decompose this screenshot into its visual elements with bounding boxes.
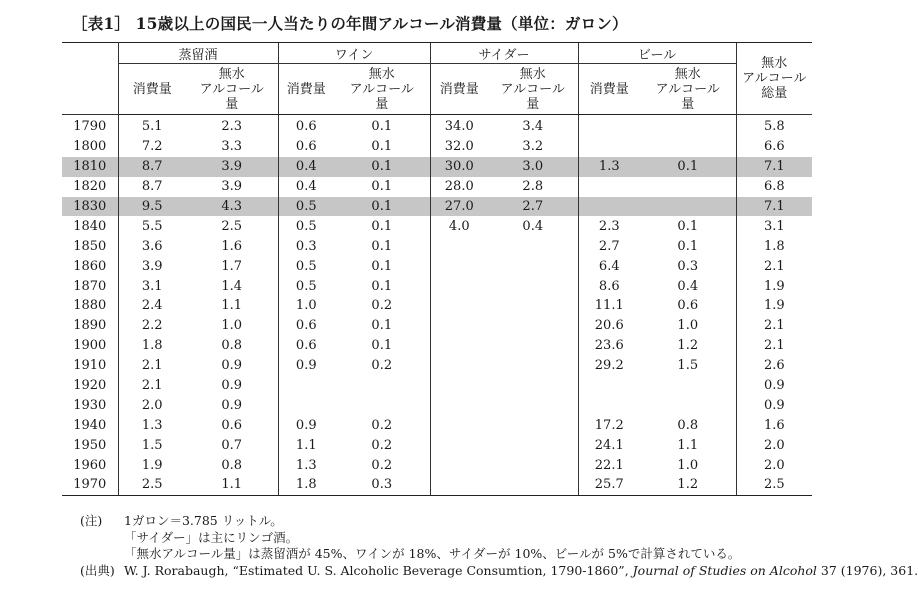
- table-row: [62, 276, 812, 296]
- table-row: [62, 177, 812, 197]
- year-cell: 1870: [62, 276, 118, 296]
- value-cell: 3.9: [186, 157, 278, 177]
- table-row: [62, 316, 812, 336]
- subheader-anhydrous-line: 無水: [218, 66, 245, 82]
- value-cell: 0.4: [522, 218, 544, 234]
- value-cell: 3.0: [488, 157, 578, 177]
- subheader-anhydrous-line: アルコール: [655, 81, 720, 97]
- subheader-anhydrous-line: 量: [225, 96, 239, 112]
- table-row: [62, 197, 812, 217]
- group-header-beer: ビール: [578, 43, 736, 64]
- value-cell: [334, 395, 430, 415]
- value-cell: 1.1: [677, 437, 699, 453]
- subheader-anhydrous-line: 量: [526, 96, 540, 112]
- table-row: [62, 376, 812, 396]
- value-cell: [640, 115, 736, 137]
- table-row: [62, 216, 812, 236]
- value-cell: 8.7: [118, 157, 186, 177]
- year-cell: 1960: [62, 455, 118, 475]
- value-cell: [488, 395, 578, 415]
- value-cell: [334, 376, 430, 396]
- value-cell: 1.6: [221, 238, 243, 254]
- total-cell: 1.6: [736, 415, 812, 435]
- table-row: [62, 296, 812, 316]
- total-cell: 2.0: [736, 455, 812, 475]
- value-cell: 1.0: [221, 318, 243, 334]
- year-cell: 1900: [62, 336, 118, 356]
- subheader-anhydrous-line: アルコール: [500, 81, 565, 97]
- value-cell: [278, 395, 334, 415]
- value-cell: 0.5: [278, 276, 334, 296]
- value-cell: 0.1: [677, 218, 699, 234]
- value-cell: 25.7: [578, 475, 640, 495]
- year-cell: 1930: [62, 395, 118, 415]
- value-cell: [430, 236, 488, 256]
- subheader-anhydrous-line: 量: [375, 96, 389, 112]
- value-cell: [488, 475, 578, 495]
- value-cell: 0.6: [221, 417, 243, 433]
- value-cell: 0.1: [371, 139, 393, 155]
- total-cell: 2.1: [736, 336, 812, 356]
- value-cell: 24.1: [578, 435, 640, 455]
- subheader-anhydrous-line: 無水: [368, 66, 395, 82]
- value-cell: [430, 336, 488, 356]
- value-cell: 1.1: [221, 298, 243, 314]
- value-cell: 28.0: [430, 177, 488, 197]
- value-cell: 3.9: [221, 179, 243, 195]
- subheader-consumption-wine: 消費量: [278, 64, 334, 115]
- value-cell: 3.1: [118, 276, 186, 296]
- value-cell: 32.0: [430, 137, 488, 157]
- value-cell: 0.2: [371, 298, 393, 314]
- subheader-anhydrous-line: 無水: [519, 66, 546, 82]
- value-cell: [488, 256, 578, 276]
- footnotes: [80, 513, 918, 579]
- value-cell: 1.8: [118, 336, 186, 356]
- value-cell: 4.3: [186, 197, 278, 217]
- value-cell: [430, 296, 488, 316]
- subheader-consumption-cider: 消費量: [430, 64, 488, 115]
- total-cell: 0.9: [736, 395, 812, 415]
- value-cell: 0.9: [221, 397, 243, 413]
- value-cell: 0.1: [371, 218, 393, 234]
- subheader-anhydrous-beer: [640, 64, 736, 115]
- source-citation: [124, 563, 918, 580]
- table-row: [62, 356, 812, 376]
- value-cell: 0.2: [371, 417, 393, 433]
- value-cell: 0.9: [221, 358, 243, 374]
- value-cell: 5.5: [118, 216, 186, 236]
- table-row: [62, 137, 812, 157]
- value-cell: 0.2: [371, 358, 393, 374]
- value-cell: [430, 356, 488, 376]
- source-suffix: 37 (1976), 361.: [816, 562, 918, 578]
- year-cell: 1940: [62, 415, 118, 435]
- value-cell: 1.3: [118, 415, 186, 435]
- note-row: [80, 513, 918, 530]
- value-cell: 3.9: [118, 256, 186, 276]
- total-cell: 7.1: [736, 157, 812, 177]
- value-cell: 20.6: [578, 316, 640, 336]
- value-cell: [488, 336, 578, 356]
- value-cell: 0.4: [278, 157, 334, 177]
- value-cell: 0.2: [371, 457, 393, 473]
- value-cell: 0.1: [640, 157, 736, 177]
- year-cell: 1820: [62, 177, 118, 197]
- value-cell: 7.2: [118, 137, 186, 157]
- value-cell: 0.6: [278, 115, 334, 137]
- value-cell: [430, 395, 488, 415]
- year-cell: 1840: [62, 216, 118, 236]
- value-cell: 0.9: [221, 378, 243, 394]
- value-cell: 0.6: [278, 137, 334, 157]
- value-cell: 0.1: [371, 238, 393, 254]
- year-cell: 1880: [62, 296, 118, 316]
- year-cell: 1830: [62, 197, 118, 217]
- value-cell: [488, 435, 578, 455]
- total-header: [736, 43, 812, 115]
- value-cell: 4.0: [430, 216, 488, 236]
- value-cell: 0.1: [371, 179, 393, 195]
- value-cell: 1.0: [677, 457, 699, 473]
- value-cell: 11.1: [578, 296, 640, 316]
- value-cell: [640, 197, 736, 217]
- value-cell: 1.3: [578, 157, 640, 177]
- subheader-anhydrous-spirits: [186, 64, 278, 115]
- note-line: 「無水アルコール量」は蒸留酒が 45%、ワインが 18%、サイダーが 10%、ビールが 5%で計算されている。: [124, 546, 741, 561]
- total-cell: 1.8: [736, 236, 812, 256]
- value-cell: 1.5: [677, 358, 699, 374]
- subheader-anhydrous-line: アルコール: [199, 81, 264, 97]
- value-cell: 0.1: [371, 258, 393, 274]
- value-cell: [578, 376, 640, 396]
- year-header: [62, 43, 118, 115]
- value-cell: 9.5: [118, 197, 186, 217]
- value-cell: 1.0: [677, 318, 699, 334]
- value-cell: [430, 475, 488, 495]
- table-row: [62, 256, 812, 276]
- value-cell: 2.8: [522, 179, 544, 195]
- source-prefix: W. J. Rorabaugh, “Estimated U. S. Alcoholic Beverage Consumtion, 1790-1860”,: [124, 562, 633, 578]
- note-line: 「サイダー」は主にリンゴ酒。: [124, 529, 299, 545]
- value-cell: [578, 115, 640, 137]
- value-cell: 1.7: [221, 258, 243, 274]
- value-cell: 0.1: [334, 157, 430, 177]
- subheader-anhydrous-wine: [334, 64, 430, 115]
- value-cell: 2.3: [578, 216, 640, 236]
- value-cell: 8.6: [578, 276, 640, 296]
- year-cell: 1950: [62, 435, 118, 455]
- value-cell: 0.8: [221, 338, 243, 354]
- subheader-anhydrous-cider: [488, 64, 578, 115]
- value-cell: 2.0: [118, 395, 186, 415]
- value-cell: 0.9: [278, 356, 334, 376]
- subheader-anhydrous-line: 量: [681, 96, 695, 112]
- value-cell: 27.0: [430, 197, 488, 217]
- group-header-spirits: 蒸留酒: [118, 43, 278, 64]
- value-cell: 0.1: [334, 197, 430, 217]
- value-cell: 0.4: [677, 278, 699, 294]
- year-cell: 1970: [62, 475, 118, 495]
- total-cell: 1.9: [736, 276, 812, 296]
- year-cell: 1860: [62, 256, 118, 276]
- source-journal: Journal of Studies on Alcohol: [632, 562, 817, 578]
- value-cell: [430, 376, 488, 396]
- value-cell: 2.5: [118, 475, 186, 495]
- group-header-cider: サイダー: [430, 43, 578, 64]
- value-cell: 1.4: [221, 278, 243, 294]
- value-cell: 2.7: [488, 197, 578, 217]
- value-cell: [278, 376, 334, 396]
- value-cell: [488, 376, 578, 396]
- value-cell: 6.4: [578, 256, 640, 276]
- value-cell: 1.2: [640, 475, 736, 495]
- table-row: [62, 157, 812, 177]
- value-cell: 0.3: [278, 236, 334, 256]
- note-row: [80, 530, 918, 547]
- value-cell: 17.2: [578, 415, 640, 435]
- value-cell: [640, 137, 736, 157]
- subheader-anhydrous-line: アルコール: [349, 81, 414, 97]
- notes-label: (注): [80, 513, 103, 528]
- value-cell: [488, 415, 578, 435]
- value-cell: [488, 236, 578, 256]
- alcohol-consumption-table: [62, 42, 812, 496]
- value-cell: 1.3: [278, 455, 334, 475]
- group-header-wine: ワイン: [278, 43, 430, 64]
- total-cell: 2.5: [736, 475, 812, 495]
- subheader-consumption-spirits: 消費量: [118, 64, 186, 115]
- year-cell: 1800: [62, 137, 118, 157]
- value-cell: [488, 316, 578, 336]
- value-cell: 34.0: [430, 115, 488, 137]
- value-cell: 30.0: [430, 157, 488, 177]
- value-cell: [578, 197, 640, 217]
- table-row: [62, 415, 812, 435]
- value-cell: 5.1: [118, 115, 186, 137]
- value-cell: 23.6: [578, 336, 640, 356]
- value-cell: [488, 296, 578, 316]
- value-cell: 0.1: [371, 278, 393, 294]
- value-cell: 2.3: [221, 119, 243, 135]
- value-cell: 0.4: [278, 177, 334, 197]
- table-row: [62, 395, 812, 415]
- value-cell: 1.5: [118, 435, 186, 455]
- subheader-anhydrous-line: 無水: [674, 66, 701, 82]
- value-cell: [640, 177, 736, 197]
- value-cell: [430, 435, 488, 455]
- year-cell: 1920: [62, 376, 118, 396]
- total-cell: 2.1: [736, 256, 812, 276]
- table-row: [62, 115, 812, 137]
- value-cell: 2.7: [578, 236, 640, 256]
- value-cell: 0.3: [677, 258, 699, 274]
- source-row: [80, 563, 918, 580]
- value-cell: [640, 376, 736, 396]
- value-cell: [430, 256, 488, 276]
- value-cell: 1.1: [278, 435, 334, 455]
- subheader-consumption-beer: 消費量: [578, 64, 640, 115]
- table-row: [62, 336, 812, 356]
- value-cell: 8.7: [118, 177, 186, 197]
- value-cell: [430, 316, 488, 336]
- value-cell: [488, 356, 578, 376]
- value-cell: 1.1: [186, 475, 278, 495]
- value-cell: 0.8: [221, 457, 243, 473]
- table-row: [62, 236, 812, 256]
- total-cell: 2.6: [736, 356, 812, 376]
- total-cell: 6.6: [736, 137, 812, 157]
- value-cell: 0.9: [278, 415, 334, 435]
- value-cell: 0.5: [278, 216, 334, 236]
- value-cell: 3.3: [221, 139, 243, 155]
- value-cell: 0.1: [371, 119, 393, 135]
- value-cell: 0.6: [278, 336, 334, 356]
- value-cell: [578, 177, 640, 197]
- value-cell: 0.1: [677, 238, 699, 254]
- value-cell: [578, 137, 640, 157]
- total-cell: 3.1: [736, 216, 812, 236]
- total-cell: 0.9: [736, 376, 812, 396]
- total-header-line: 無水: [761, 56, 788, 71]
- year-cell: 1850: [62, 236, 118, 256]
- value-cell: 0.1: [371, 318, 393, 334]
- value-cell: 2.2: [118, 316, 186, 336]
- value-cell: 0.8: [677, 417, 699, 433]
- value-cell: 22.1: [578, 455, 640, 475]
- value-cell: [488, 455, 578, 475]
- value-cell: 2.1: [118, 356, 186, 376]
- value-cell: 1.0: [278, 296, 334, 316]
- total-cell: 6.8: [736, 177, 812, 197]
- total-cell: 2.0: [736, 435, 812, 455]
- value-cell: 0.3: [334, 475, 430, 495]
- value-cell: 2.5: [221, 218, 243, 234]
- table-row: [62, 435, 812, 455]
- table-title: ［表1］ 15歳以上の国民一人当たりの年間アルコール消費量（単位：ガロン）: [72, 14, 628, 33]
- value-cell: 2.4: [118, 296, 186, 316]
- total-cell: 5.8: [736, 115, 812, 137]
- value-cell: 0.5: [278, 256, 334, 276]
- year-cell: 1810: [62, 157, 118, 177]
- value-cell: 0.1: [371, 338, 393, 354]
- value-cell: 3.6: [118, 236, 186, 256]
- year-cell: 1910: [62, 356, 118, 376]
- table-row: [62, 475, 812, 495]
- value-cell: 3.4: [522, 119, 544, 135]
- value-cell: 1.2: [677, 338, 699, 354]
- source-label: (出典): [80, 562, 115, 578]
- value-cell: [640, 395, 736, 415]
- value-cell: 0.6: [278, 316, 334, 336]
- value-cell: [578, 395, 640, 415]
- year-cell: 1790: [62, 115, 118, 137]
- value-cell: 0.5: [278, 197, 334, 217]
- value-cell: 3.2: [522, 139, 544, 155]
- total-cell: 7.1: [736, 197, 812, 217]
- note-row: [80, 546, 918, 563]
- total-header-line: アルコール: [742, 71, 807, 86]
- value-cell: [430, 276, 488, 296]
- table-row: [62, 455, 812, 475]
- value-cell: [488, 276, 578, 296]
- total-header-line: 総量: [761, 86, 788, 101]
- value-cell: 0.2: [371, 437, 393, 453]
- value-cell: [430, 415, 488, 435]
- year-cell: 1890: [62, 316, 118, 336]
- total-cell: 1.9: [736, 296, 812, 316]
- value-cell: [430, 455, 488, 475]
- value-cell: 1.8: [278, 475, 334, 495]
- total-cell: 2.1: [736, 316, 812, 336]
- value-cell: 0.6: [677, 298, 699, 314]
- value-cell: 29.2: [578, 356, 640, 376]
- value-cell: 1.9: [118, 455, 186, 475]
- note-line: 1ガロン＝3.785 リットル。: [124, 513, 283, 528]
- value-cell: 2.1: [118, 376, 186, 396]
- value-cell: 0.7: [221, 437, 243, 453]
